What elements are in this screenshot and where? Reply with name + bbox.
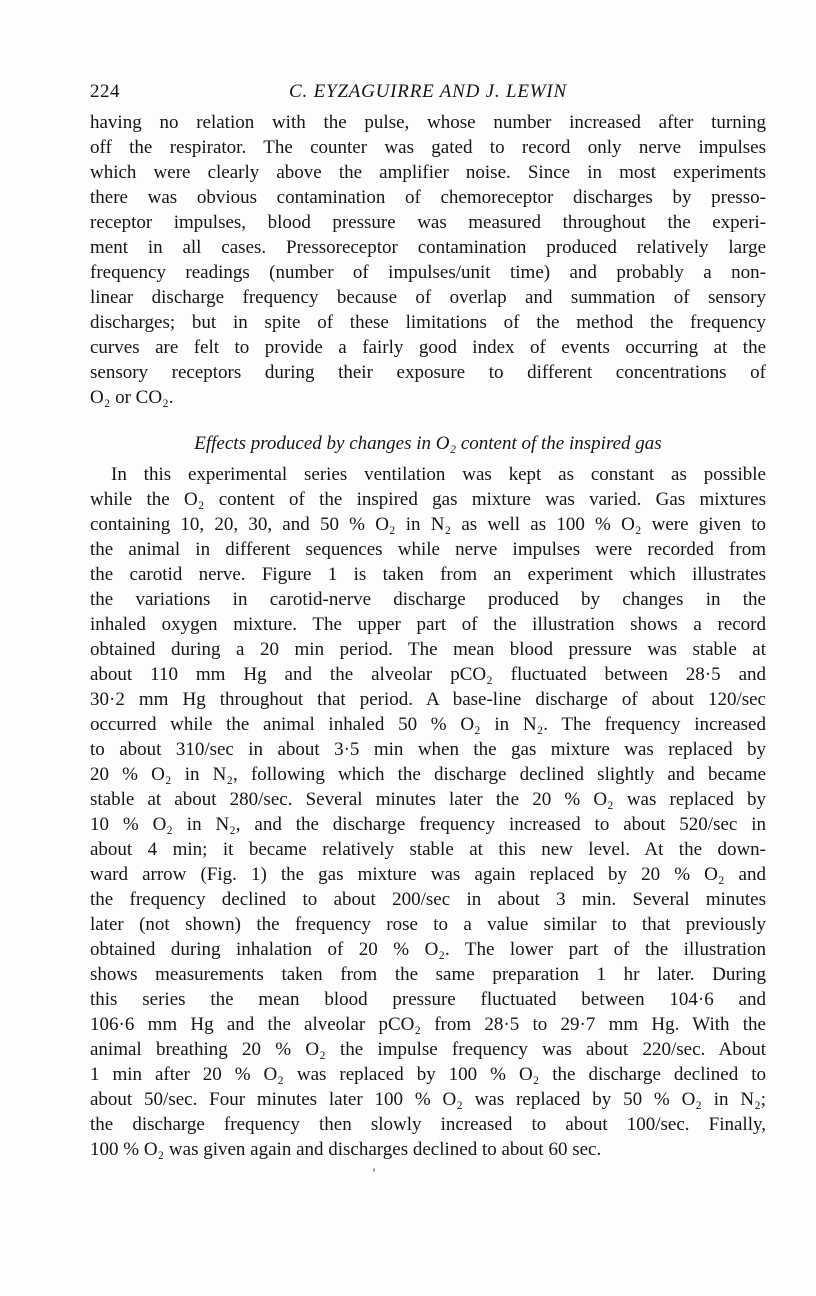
text-line: while the O₂ content of the inspired gas mixture was varied. Gas mixtures: [90, 489, 766, 510]
text-line: sensory receptors during their exposure to different concentrations of: [90, 362, 766, 383]
text-line: about 110 mm Hg and the alveolar pCO₂ fluctuated between 28·5 and: [90, 664, 766, 685]
text-line: receptor impulses, blood pressure was measured throughout the experi-: [90, 212, 766, 233]
section-heading: Effects produced by changes in O₂ content of the inspired gas: [194, 433, 662, 454]
text-line: 1 min after 20 % O₂ was replaced by 100 % O₂ the discharge declined to: [90, 1064, 766, 1085]
page-number: 224: [90, 81, 120, 102]
scan-artifact: [373, 1168, 375, 1172]
running-head: C. EYZAGUIRRE AND J. LEWIN: [289, 81, 567, 102]
text-line: containing 10, 20, 30, and 50 % O₂ in N₂ as well as 100 % O₂ were given to: [90, 514, 766, 535]
text-line: shows measurements taken from the same preparation 1 hr later. During: [90, 964, 766, 985]
text-line: 20 % O₂ in N₂, following which the discharge declined slightly and became: [90, 764, 766, 785]
text-line: 100 % O₂ was given again and discharges declined to about 60 sec.: [90, 1139, 602, 1160]
text-line: animal breathing 20 % O₂ the impulse frequency was about 220/sec. About: [90, 1039, 766, 1060]
text-line: the frequency declined to about 200/sec in about 3 min. Several minutes: [90, 889, 766, 910]
text-line: 10 % O₂ in N₂, and the discharge frequency increased to about 520/sec in: [90, 814, 766, 835]
text-line: about 4 min; it became relatively stable at this new level. At the down-: [90, 839, 766, 860]
text-line: inhaled oxygen mixture. The upper part of the illustration shows a record: [90, 614, 766, 635]
text-line: In this experimental series ventilation was kept as constant as possible: [111, 464, 766, 485]
text-line: obtained during a 20 min period. The mean blood pressure was stable at: [90, 639, 766, 660]
text-line: linear discharge frequency because of overlap and summation of sensory: [90, 287, 766, 308]
text-line: ment in all cases. Pressoreceptor contamination produced relatively large: [90, 237, 766, 258]
text-line: discharges; but in spite of these limitations of the method the frequency: [90, 312, 766, 333]
text-line: obtained during inhalation of 20 % O₂. The lower part of the illustration: [90, 939, 766, 960]
text-line: to about 310/sec in about 3·5 min when the gas mixture was replaced by: [90, 739, 766, 760]
text-line: O₂ or CO₂.: [90, 387, 174, 408]
text-line: ward arrow (Fig. 1) the gas mixture was again replaced by 20 % O₂ and: [90, 864, 766, 885]
text-line: later (not shown) the frequency rose to a value similar to that previously: [90, 914, 766, 935]
text-line: 30·2 mm Hg throughout that period. A base-line discharge of about 120/sec: [90, 689, 766, 710]
text-line: 106·6 mm Hg and the alveolar pCO₂ from 28·5 to 29·7 mm Hg. With the: [90, 1014, 766, 1035]
text-line: the variations in carotid-nerve discharge produced by changes in the: [90, 589, 766, 610]
paragraph-2: [90, 462, 766, 1162]
text-line: the discharge frequency then slowly increased to about 100/sec. Finally,: [90, 1114, 766, 1135]
text-line: off the respirator. The counter was gated to record only nerve impulses: [90, 137, 766, 158]
text-line: the animal in different sequences while nerve impulses were recorded from: [90, 539, 766, 560]
paragraph-1: [90, 110, 766, 410]
text-line: about 50/sec. Four minutes later 100 % O₂ was replaced by 50 % O₂ in N₂;: [90, 1089, 766, 1110]
text-line: having no relation with the pulse, whose number increased after turning: [90, 112, 766, 133]
text-line: this series the mean blood pressure fluctuated between 104·6 and: [90, 989, 766, 1010]
text-line: which were clearly above the amplifier noise. Since in most experiments: [90, 162, 766, 183]
text-line: stable at about 280/sec. Several minutes later the 20 % O₂ was replaced by: [90, 789, 766, 810]
text-line: occurred while the animal inhaled 50 % O₂ in N₂. The frequency increased: [90, 714, 766, 735]
text-line: the carotid nerve. Figure 1 is taken from an experiment which illustrates: [90, 564, 766, 585]
text-line: there was obvious contamination of chemoreceptor discharges by presso-: [90, 187, 766, 208]
text-line: frequency readings (number of impulses/unit time) and probably a non-: [90, 262, 766, 283]
page-body: [90, 110, 766, 1162]
text-line: curves are felt to provide a fairly good index of events occurring at the: [90, 337, 766, 358]
page-header: [90, 81, 766, 105]
